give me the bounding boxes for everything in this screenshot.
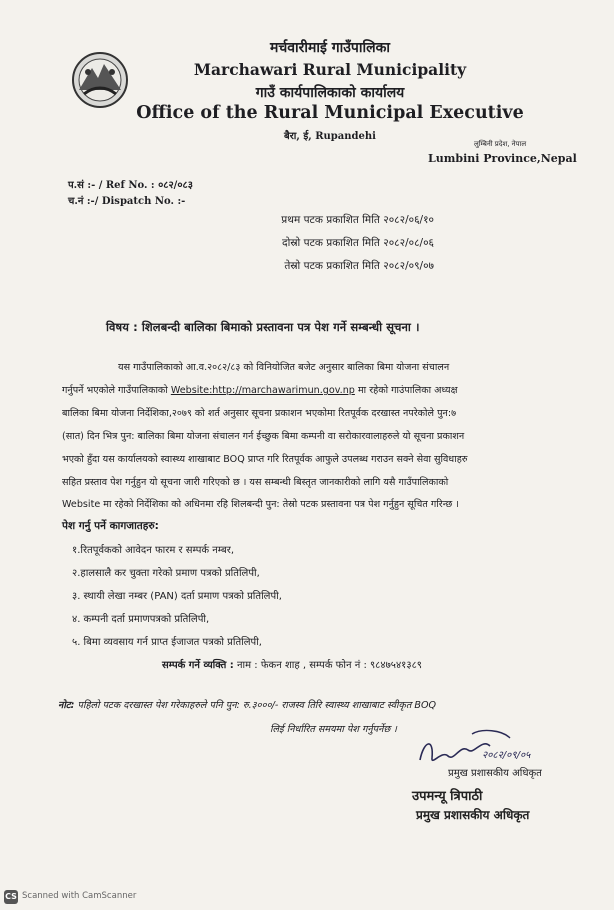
- municipality-name-np: मर्चवारीमाई गाउँपालिका: [269, 40, 391, 56]
- ref-number: प.सं :- / Ref No. : ०८२/०८३: [68, 180, 193, 191]
- body-line: यस गाउँपालिकाको आ.व.२०८२/८३ को विनियोजित बजेट अनुसार बालिका बिमा योजना संचालन: [118, 362, 450, 373]
- website-link[interactable]: Website:http://marchawarimun.gov.np: [170, 385, 355, 396]
- stamp-title: प्रमुख प्रशासकीय अधिकृत: [416, 808, 530, 822]
- note-label: नोट:: [58, 700, 75, 711]
- note-text: पहिलो पटक दरखास्त पेश गरेकाहरुले पनि पुन: रु.३०००/- राजस्व तिरि स्वास्थ्य शाखाबाट स्वीकृत BOQ: [74, 700, 437, 711]
- note-line-2: लिई निर्धारित समयमा पेश गर्नुपर्नेछ ।: [270, 724, 397, 735]
- province-np: लुम्बिनी प्रदेश, नेपाल: [474, 140, 527, 148]
- body-line: सहित प्रस्ताव पेश गर्नुहुन यो सूचना जारी गरिएको छ । यस सम्बन्धी बिस्तृत जानकारीको लागि यसै गाउँपालिकाको: [62, 477, 449, 488]
- office-address: बैरा, ई, Rupandehi: [284, 131, 376, 142]
- municipality-name-en: Marchawari Rural Municipality: [193, 60, 467, 79]
- body-line: Website मा रहेको निर्देशिका को अधिनमा रहि शिलबन्दी पुन: तेस्रो पटक प्रस्तावना पत्र पेश गर्नुहुन सूचित गरिन्छ ।: [62, 499, 459, 510]
- signature-date: २०८२/०९/०५: [482, 750, 531, 761]
- signatory-title: प्रमुख प्रशासकीय अधिकृत: [448, 768, 542, 779]
- body-text: गर्नुपर्ने भएकोले गाउँपालिकाको: [62, 385, 171, 396]
- office-name-np: गाउँ कार्यपालिकाको कार्यालय: [255, 85, 405, 101]
- contact-person: [162, 657, 422, 671]
- camscanner-text: Scanned with CamScanner: [22, 891, 137, 901]
- contact-value: नाम : फेकन शाह , सम्पर्क फोन नं : ९८४७५४१३८९: [233, 660, 422, 671]
- camscanner-watermark: [4, 890, 184, 906]
- notice-subject: विषय : शिलबन्दी बालिका बिमाको प्रस्तावना पत्र पेश गर्ने सम्बन्धी सूचना ।: [106, 320, 420, 334]
- publication-date-first: प्रथम पटक प्रकाशित मिति २०८२/०६/१०: [281, 214, 434, 226]
- document-item: २.हालसालै कर चुक्ता गरेको प्रमाण पत्रको प्रतिलिपी,: [72, 568, 260, 579]
- note-line-1: [58, 698, 436, 711]
- document-item: ३. स्थायी लेखा नम्बर (PAN) दर्ता प्रमाण पत्रको प्रतिलिपी,: [72, 591, 282, 602]
- documents-heading: पेश गर्नु पर्ने कागजातहरु:: [62, 520, 159, 532]
- document-item: १.रितपूर्वकको आवेदन फारम र सम्पर्क नम्बर,: [72, 545, 235, 556]
- publication-date-third: तेस्रो पटक प्रकाशित मिति २०८२/०९/०७: [284, 260, 434, 272]
- stamp-name: उपमन्यू त्रिपाठी: [412, 789, 483, 804]
- office-name-en: Office of the Rural Municipal Executive: [136, 103, 524, 123]
- body-line: (सात) दिन भित्र पुन: बालिका बिमा योजना संचालन गर्न ईच्छुक बिमा कम्पनी वा सरोकारवालाहरुले यो सूचना प्रकाशन: [62, 431, 465, 442]
- publication-date-second: दोस्रो पटक प्रकाशित मिति २०८२/०८/०६: [282, 237, 434, 249]
- body-text: मा रहेको गाउंपालिका अध्यक्ष: [354, 385, 458, 396]
- camscanner-icon: CS: [4, 890, 18, 904]
- document-item: ४. कम्पनी दर्ता प्रमाणपत्रको प्रतिलिपी,: [72, 614, 210, 625]
- document-item: ५. बिमा व्यवसाय गर्न प्राप्त ईजाजत पत्रको प्रतिलिपी,: [72, 637, 262, 648]
- body-line: [62, 383, 457, 396]
- contact-label: सम्पर्क गर्ने व्यक्ति :: [162, 660, 234, 671]
- dispatch-number: च.नं :-/ Dispatch No. :-: [68, 196, 186, 207]
- province-en: Lumbini Province,Nepal: [428, 152, 577, 165]
- body-line: भएको हुँदा यस कार्यालयको स्वास्थ्य शाखाबाट BOQ प्राप्त गरि रितपूर्वक आफुले उपलब्ध गराउन सक्ने सेवा सुविधाहरु: [62, 454, 468, 465]
- body-line: बालिका बिमा योजना निर्देशिका,२०७९ को शर्त अनुसार सूचना प्रकाशन भएकोमा रितपूर्वक दरखास्त नपरेकोले पुन:७: [62, 408, 457, 419]
